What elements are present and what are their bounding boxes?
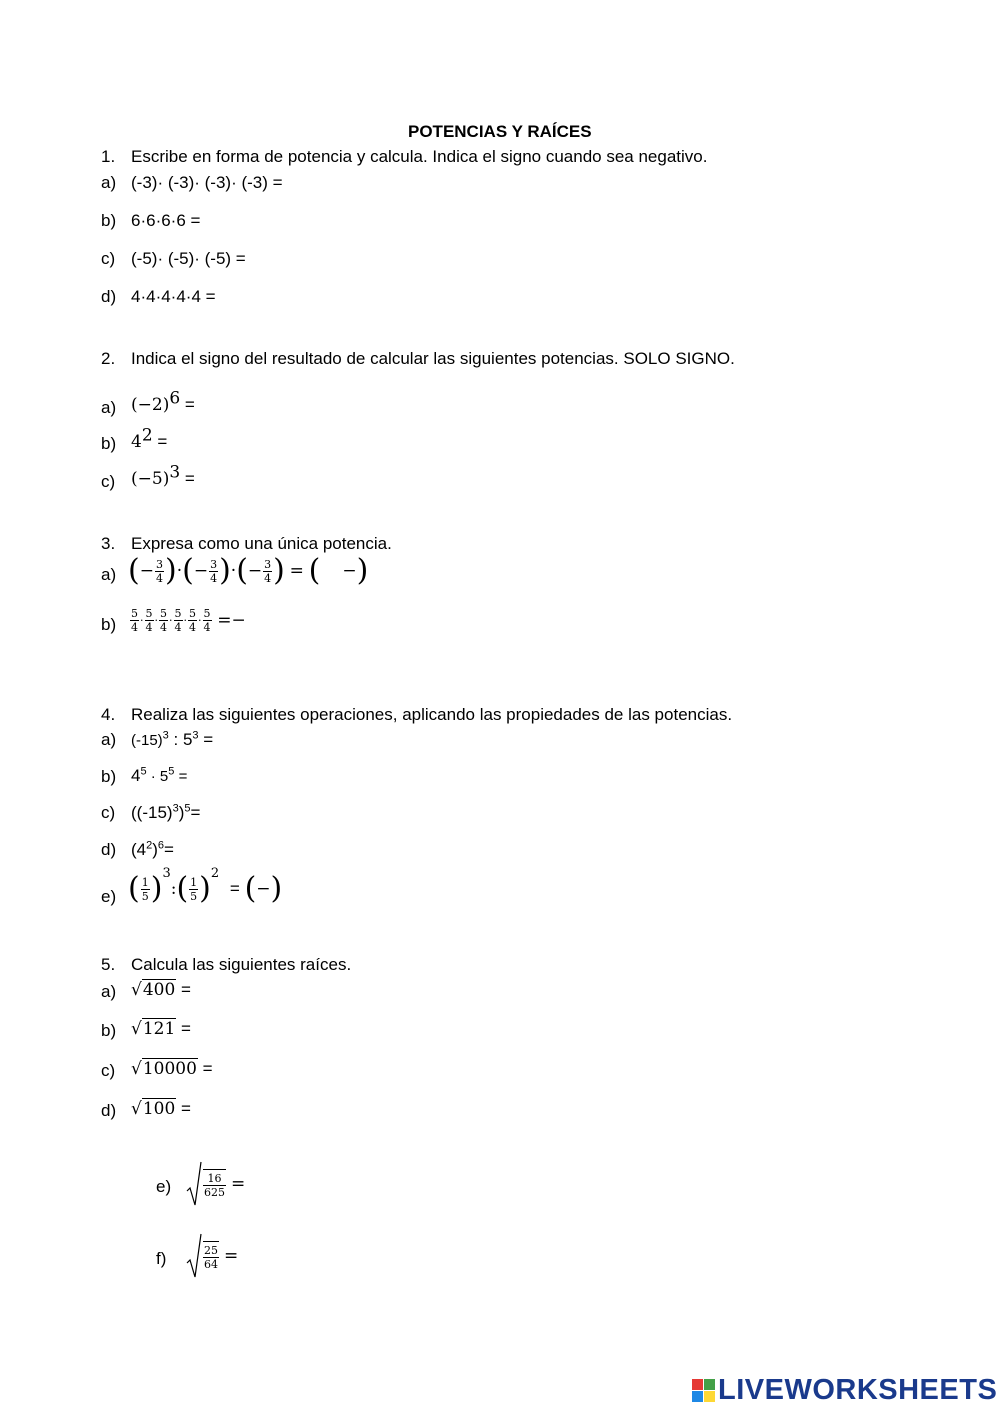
- sqrt-icon: √: [131, 1099, 142, 1119]
- q3-a-expression: (− $\frac{3}{4}$ )·(− $\frac{3}{4}$ )·(− $\frac{3}{4}$ ) = ( −): [128, 553, 369, 588]
- q2-c-expression: $(-5)^3$ =: [131, 462, 195, 489]
- question-4-number: 4.: [101, 705, 116, 724]
- q4-d-label: d): [101, 840, 117, 859]
- q4-e-expression: ( $\frac{1}{5}$ )$^3$:( $\frac{1}{5}$ )$^2$ = (−): [128, 865, 283, 906]
- q1-a-label: a): [101, 173, 117, 192]
- q1-b-expression: 6·6·6·6 =: [131, 211, 201, 230]
- q1-c-label: c): [101, 249, 116, 268]
- q5-a-expression: √400 =: [131, 980, 191, 1000]
- q4-a-label: a): [101, 730, 117, 749]
- sqrt-icon: [186, 1233, 202, 1279]
- q1-c-expression: (-5)· (-5)· (-5) =: [131, 249, 246, 268]
- question-5-number: 5.: [101, 955, 116, 974]
- q1-b-label: b): [101, 211, 117, 230]
- q1-d-expression: 4·4·4·4·4 =: [131, 287, 216, 306]
- q5-e-label: e): [156, 1177, 172, 1196]
- q4-d-expression: $(4^2)^6=$: [131, 839, 174, 859]
- page-title: POTENCIAS Y RAÍCES: [408, 122, 592, 141]
- question-1-text: Escribe en forma de potencia y calcula. Indica el signo cuando sea negativo.: [131, 147, 708, 166]
- q5-f-label: f): [156, 1249, 167, 1268]
- q3-b-label: b): [101, 615, 117, 634]
- question-5-text: Calcula las siguientes raíces.: [131, 955, 352, 974]
- q5-a-label: a): [101, 982, 117, 1001]
- question-3-number: 3.: [101, 534, 116, 553]
- question-3-text: Expresa como una única potencia.: [131, 534, 392, 553]
- q4-e-label: e): [101, 887, 117, 906]
- q5-f-expression: $\frac{25}{64}$ =: [186, 1233, 238, 1279]
- sqrt-icon: √: [131, 980, 142, 1000]
- question-1-number: 1.: [101, 147, 116, 166]
- q1-a-expression: (-3)· (-3)· (-3)· (-3) =: [131, 173, 283, 192]
- q5-c-expression: √10000 =: [131, 1059, 213, 1079]
- q2-a-expression: $(-2)^6$ =: [131, 388, 195, 415]
- sqrt-icon: √: [131, 1019, 142, 1039]
- q5-b-expression: √121 =: [131, 1019, 191, 1039]
- q2-b-expression: $4^2$ =: [131, 425, 168, 452]
- liveworksheets-logo-text: LIVEWORKSHEETS: [718, 1374, 998, 1406]
- q4-b-label: b): [101, 767, 117, 786]
- q2-c-label: c): [101, 472, 116, 491]
- q4-c-label: c): [101, 803, 116, 822]
- liveworksheets-logo[interactable]: [692, 1374, 997, 1407]
- q3-a-label: a): [101, 565, 117, 584]
- q5-b-label: b): [101, 1021, 117, 1040]
- q5-c-label: c): [101, 1061, 116, 1080]
- q3-b-expression: $\frac{5}{4}$ · $\frac{5}{4}$ · $\frac{5}{4}$ · $\frac{5}{4}$ · $\frac{5}{4}$ · $\frac{5}{4}$ =−: [131, 607, 246, 634]
- sqrt-icon: [186, 1161, 202, 1207]
- q4-c-expression: $((-15)^3)^5=$: [131, 802, 201, 822]
- q5-e-expression: $\frac{16}{625}$ =: [186, 1161, 245, 1207]
- q1-d-label: d): [101, 287, 117, 306]
- liveworksheets-logo-icon: [692, 1379, 716, 1403]
- q5-d-label: d): [101, 1101, 117, 1120]
- question-2-text: Indica el signo del resultado de calcular las siguientes potencias. SOLO SIGNO.: [131, 349, 735, 368]
- question-2-number: 2.: [101, 349, 116, 368]
- q5-d-expression: √100 =: [131, 1099, 191, 1119]
- q4-b-expression: $4^5 \cdot 5^5$ =: [131, 765, 188, 785]
- q2-b-label: b): [101, 434, 117, 453]
- q4-a-expression: $(-15)^3$ : $5^3$ =: [131, 729, 214, 749]
- question-4-text: Realiza las siguientes operaciones, aplicando las propiedades de las potencias.: [131, 705, 733, 724]
- q2-a-label: a): [101, 398, 117, 417]
- sqrt-icon: √: [131, 1059, 142, 1079]
